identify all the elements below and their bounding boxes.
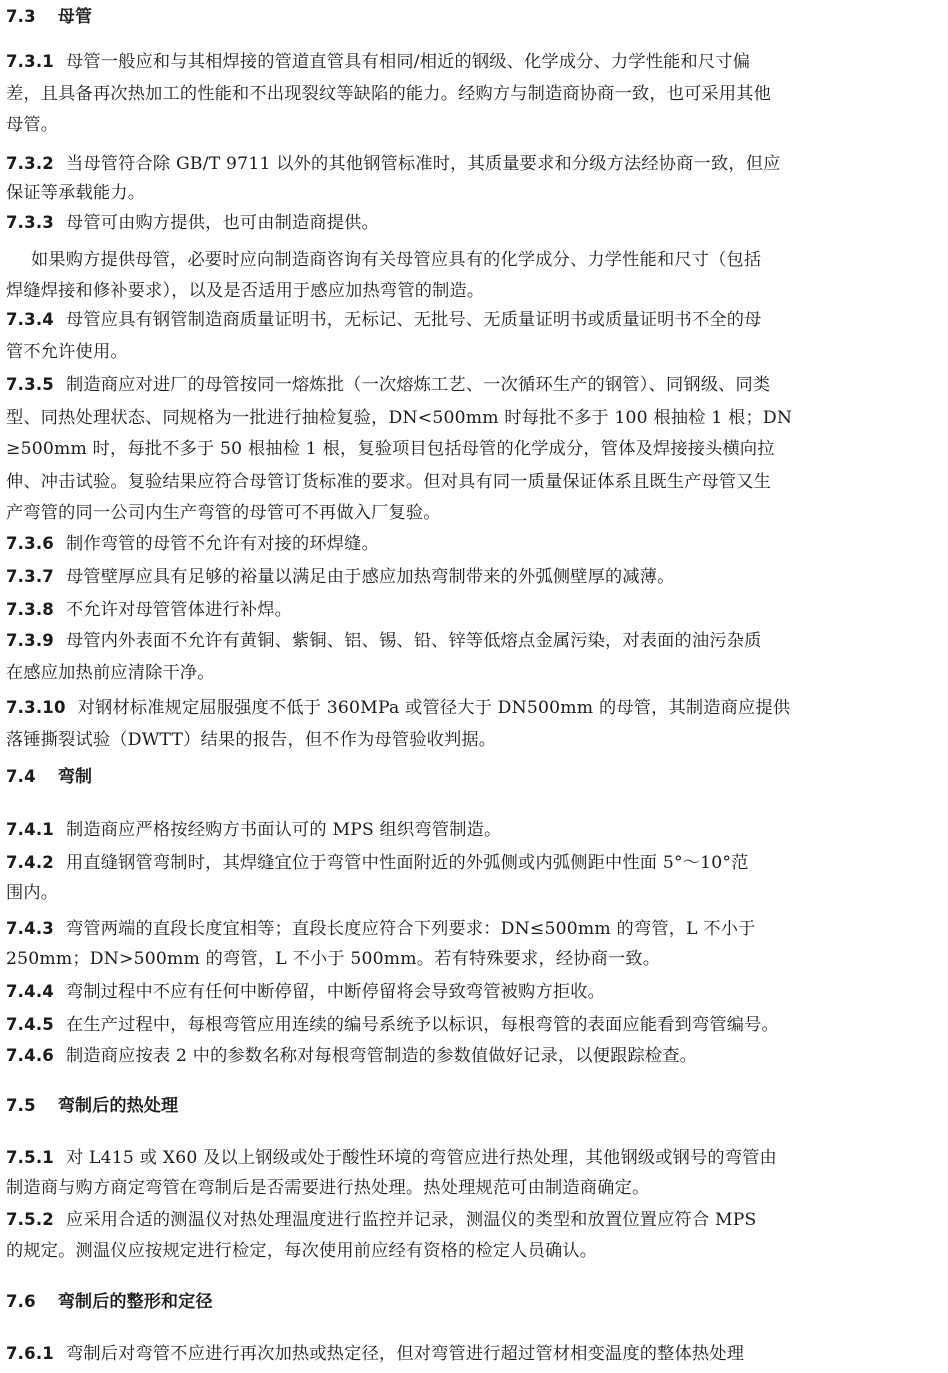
clause-line [6,149,942,179]
line-text: 弯制过程中不应有任何中断停留，中断停留将会导致弯管被购方拒收。 [65,982,605,1002]
clause-number: 7.3.3 [6,213,54,232]
line-text: 母管内外表面不允许有黄铜、紫铜、铝、锡、铅、锌等低熔点金属污染，对表面的油污杂质 [65,631,762,651]
line-text: 差，且具备再次热加工的性能和不出现裂纹等缺陷的能力。经购方与制造商协商一致，也可采用其他 [6,84,772,104]
section-title: 弯制 [57,767,93,787]
continuation-line [6,79,942,109]
line-text: 弯制后对弯管不应进行再次加热或热定径，但对弯管进行超过管材相变温度的整体热处理 [65,1344,745,1364]
continuation-line [6,658,942,688]
continuation-line [6,110,942,140]
continuation-line [6,944,942,974]
line-text: 当母管符合除 GB/T 9711 以外的其他钢管标准时，其质量要求和分级方法经协商一致，但应 [65,154,781,174]
line-text: 伸、冲击试验。复验结果应符合母管订货标准的要求。但对具有同一质量保证体系且既生产母管又生 [6,472,772,492]
clause-number: 7.3.10 [6,698,66,717]
clause-number: 7.5.2 [6,1210,54,1229]
clause-line [6,562,942,592]
line-text: 不允许对母管管体进行补焊。 [65,600,293,620]
clause-line [6,208,942,238]
continuation-line [6,178,942,208]
clause-number: 7.4.6 [6,1046,54,1065]
clause-line [6,595,942,625]
clause-line [6,1010,942,1040]
line-text: 保证等承载能力。 [6,183,146,203]
continuation-line [6,878,942,908]
continuation-line [6,467,942,497]
continuation-line [6,725,942,755]
line-text: 用直缝钢管弯制时，其焊缝宜位于弯管中性面附近的外弧侧或内弧侧距中性面 5°～10°范 [65,853,749,873]
clause-number: 7.3.6 [6,534,54,553]
continuation-line [6,403,942,433]
clause-line [6,529,942,559]
clause-number: 7.3.7 [6,567,54,586]
section-title: 弯制后的整形和定径 [57,1292,213,1312]
clause-line [6,1205,942,1235]
section-heading [6,1091,942,1121]
continuation-line [6,1173,942,1203]
line-text: ≥500mm 时，每批不多于 50 根抽检 1 根，复验项目包括母管的化学成分，管体及焊接接头横向拉 [6,439,775,459]
continuation-line [6,337,942,367]
line-text: 的规定。测温仪应按规定进行检定，每次使用前应经有资格的检定人员确认。 [6,1241,598,1261]
clause-line [6,815,942,845]
clause-number: 7.3.5 [6,375,54,394]
clause-line [6,1041,942,1071]
line-text: 如果购方提供母管，必要时应向制造商咨询有关母管应具有的化学成分、力学性能和尺寸（包括 [31,250,762,270]
clause-line [6,305,942,335]
clause-line [6,370,942,400]
line-text: 母管可由购方提供，也可由制造商提供。 [65,213,379,233]
section-heading [6,2,942,32]
clause-number: 7.5.1 [6,1148,54,1167]
section-title: 弯制后的热处理 [57,1096,179,1116]
clause-line [6,693,942,723]
continuation-line [6,276,942,306]
line-text: 管不允许使用。 [6,342,128,362]
clause-line [6,626,942,656]
line-text: 母管一般应和与其相焊接的管道直管具有相同/相近的钢级、化学成分、力学性能和尺寸偏 [65,52,751,72]
line-text: 制造商应对进厂的母管按同一熔炼批（一次熔炼工艺、一次循环生产的钢管）、同钢级、同类 [65,375,771,395]
clause-number: 7.3.1 [6,52,54,71]
line-text: 制造商应按表 2 中的参数名称对每根弯管制造的参数值做好记录，以便跟踪检查。 [65,1046,698,1066]
clause-number: 7.4.1 [6,820,54,839]
clause-number: 7.3.9 [6,631,54,650]
line-text: 制造商应严格按经购方书面认可的 MPS 组织弯管制造。 [65,820,502,840]
section-number: 7.6 [6,1292,36,1311]
line-text: 在感应加热前应清除干净。 [6,663,215,683]
section-title: 母管 [57,7,93,27]
line-text: 弯管两端的直段长度宜相等；直段长度应符合下列要求：DN≤500mm 的弯管，L 不小于 [65,919,756,939]
line-text: 型、同热处理状态、同规格为一批进行抽检复验，DN<500mm 时每批不多于 100 根抽检 1 根；DN [6,408,793,428]
line-text: 围内。 [6,883,59,903]
line-text: 制造商与购方商定弯管在弯制后是否需要进行热处理。热处理规范可由制造商确定。 [6,1178,650,1198]
clause-number: 7.3.8 [6,600,54,619]
section-number: 7.4 [6,767,36,786]
clause-number: 7.3.4 [6,310,54,329]
clause-line [6,977,942,1007]
clause-number: 7.4.2 [6,853,54,872]
line-text: 在生产过程中，每根弯管应用连续的编号系统予以标识，每根弯管的表面应能看到弯管编号。 [65,1015,779,1035]
clause-line [6,47,942,77]
line-text: 对钢材标准规定屈服强度不低于 360MPa 或管径大于 DN500mm 的母管，其制造商应提供 [77,698,791,718]
clause-line [6,1143,942,1173]
clause-line [6,848,942,878]
clause-number: 7.4.5 [6,1015,54,1034]
line-text: 产弯管的同一公司内生产弯管的母管可不再做入厂复验。 [6,503,441,523]
line-text: 母管壁厚应具有足够的裕量以满足由于感应加热弯制带来的外弧侧壁厚的减薄。 [65,567,675,587]
clause-number: 7.4.4 [6,982,54,1001]
line-text: 落锤撕裂试验（DWTT）结果的报告，但不作为母管验收判据。 [6,730,497,750]
line-text: 对 L415 或 X60 及以上钢级或处于酸性环境的弯管应进行热处理，其他钢级或钢号的弯管由 [65,1148,777,1168]
continuation-line [6,434,942,464]
line-text: 母管应具有钢管制造商质量证明书，无标记、无批号、无质量证明书或质量证明书不全的母 [65,310,762,330]
section-number: 7.5 [6,1096,36,1115]
clause-line [6,914,942,944]
section-heading [6,762,942,792]
clause-number: 7.6.1 [6,1344,54,1363]
line-text: 母管。 [6,115,59,135]
clause-line [6,1339,942,1369]
section-heading [6,1287,942,1317]
clause-number: 7.4.3 [6,919,54,938]
paragraph-line [6,245,948,275]
line-text: 应采用合适的测温仪对热处理温度进行监控并记录，测温仪的类型和放置位置应符合 MPS [65,1210,757,1230]
clause-number: 7.3.2 [6,154,54,173]
line-text: 焊缝焊接和修补要求），以及是否适用于感应加热弯管的制造。 [6,281,485,301]
continuation-line [6,498,942,528]
continuation-line [6,1236,942,1266]
line-text: 250mm；DN>500mm 的弯管，L 不小于 500mm。若有特殊要求，经协商一致。 [6,949,661,969]
section-number: 7.3 [6,7,36,26]
line-text: 制作弯管的母管不允许有对接的环焊缝。 [65,534,379,554]
